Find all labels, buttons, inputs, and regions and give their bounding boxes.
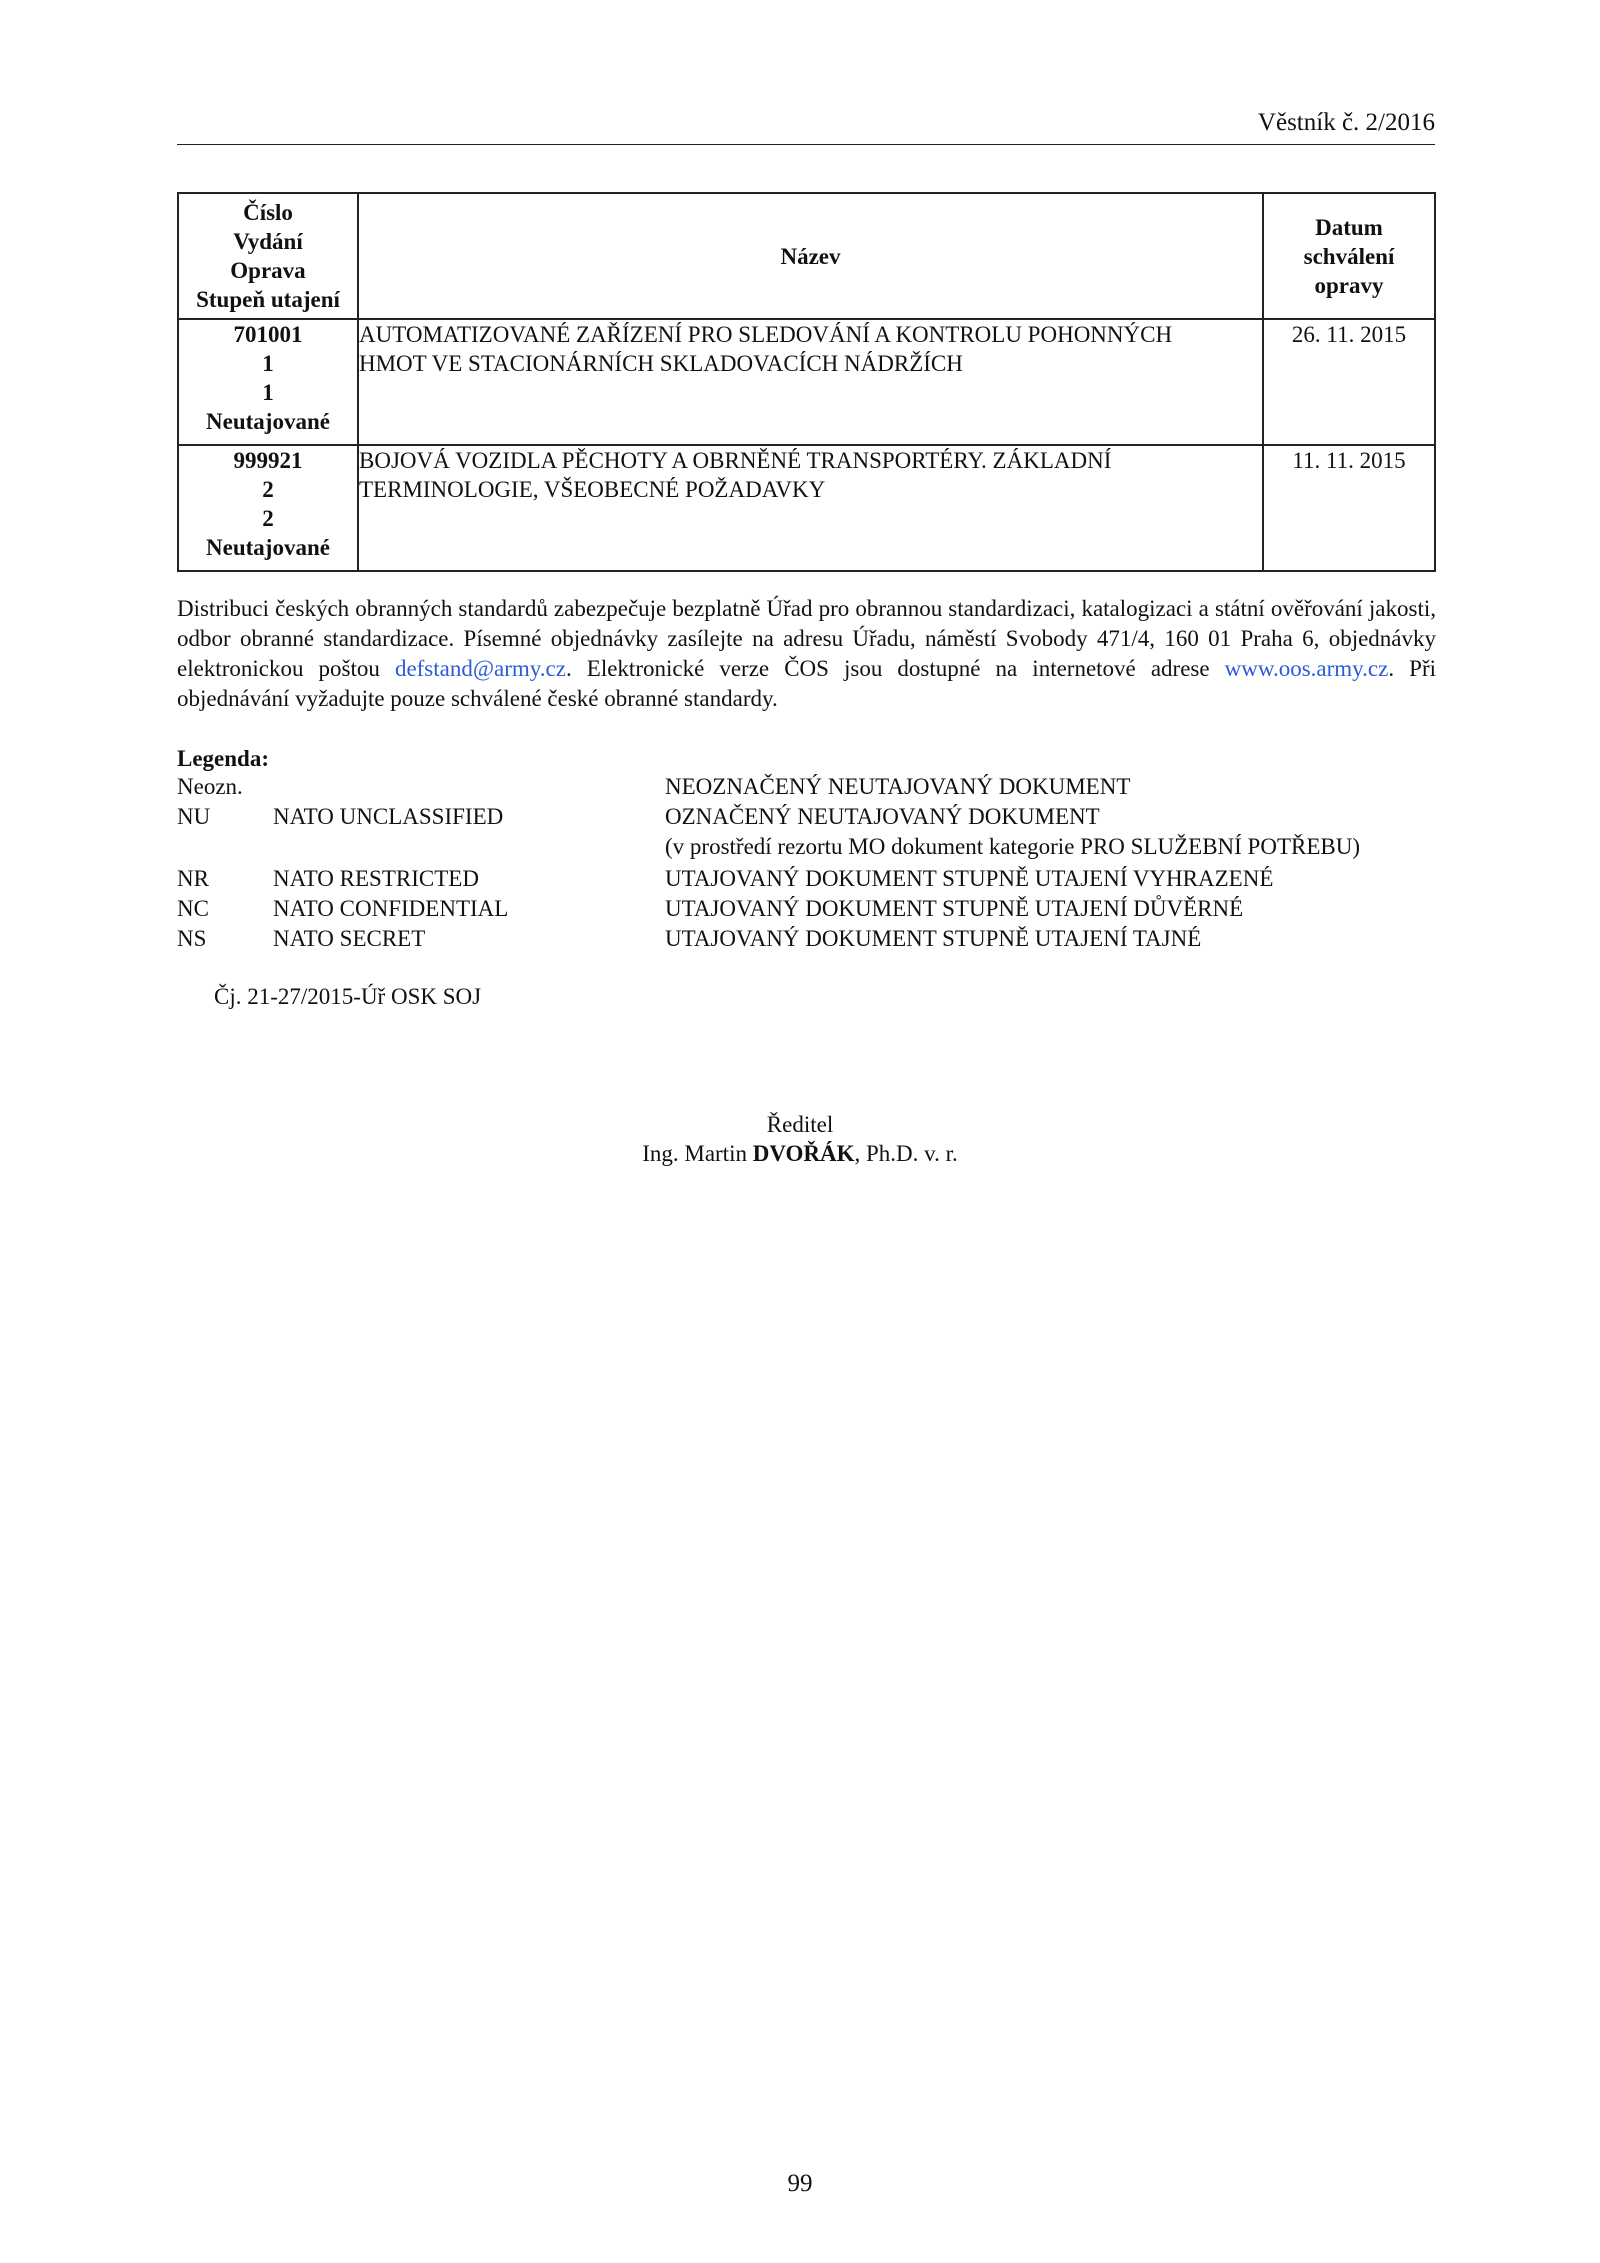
standard-classification: Neutajované (206, 535, 330, 560)
standard-edition: 2 (262, 477, 274, 502)
col-header-line: schválení (1303, 243, 1395, 269)
standard-classification: Neutajované (206, 409, 330, 434)
bulletin-title: Věstník č. 2/2016 (1257, 109, 1435, 136)
page-number: 99 (787, 2170, 813, 2197)
table-row (178, 445, 1435, 571)
legend-item (177, 802, 1436, 864)
signatory-name (500, 1139, 1100, 1169)
legend-code: Neozn. (177, 774, 243, 799)
legend-description: UTAJOVANÝ DOKUMENT STUPNĚ UTAJENÍ TAJNÉ (665, 926, 1202, 951)
legend-code: NC (177, 896, 209, 921)
legend-code: NR (177, 866, 209, 891)
legend-title: Legenda: (177, 746, 269, 771)
signatory-suffix: , Ph.D. v. r. (854, 1141, 958, 1166)
legend-code: NS (177, 926, 207, 951)
legend-description-block (665, 802, 1360, 862)
website-link[interactable]: www.oos.army.cz (1224, 656, 1389, 681)
col-header-line: Stupeň utajení (196, 287, 340, 312)
col-header-line: Vydání (233, 229, 303, 254)
standard-number: 701001 (233, 322, 303, 347)
paragraph-text: Distribuci českých obranných standardů zabezpečuje bezplatně Úřad pro obrannou standardizaci, katalogizaci a státní ověřování jakosti, odbor obranné standardizace. Písemné objednávky zasílejte na adresu Úřadu, náměstí Svobody 471/4, 160 01 Praha 6, objednávky elektronickou poštou (177, 596, 1436, 681)
standard-edition: 1 (262, 351, 274, 376)
standard-correction: 2 (262, 506, 274, 531)
legend-description: UTAJOVANÝ DOKUMENT STUPNĚ UTAJENÍ VYHRAZENÉ (665, 866, 1274, 891)
col-header-line: opravy (1314, 272, 1384, 298)
legend-name: NATO SECRET (273, 926, 426, 951)
standard-number: 999921 (233, 448, 303, 473)
standard-title-line: AUTOMATIZOVANÉ ZAŘÍZENÍ PRO SLEDOVÁNÍ A KONTROLU POHONNÝCH (359, 322, 1173, 347)
legend (177, 772, 1436, 954)
standards-table (177, 192, 1436, 572)
standard-title-cell (358, 319, 1263, 445)
distribution-paragraph (177, 594, 1436, 714)
legend-name: NATO UNCLASSIFIED (273, 804, 504, 829)
col-header-line: Datum (1315, 214, 1383, 240)
col-header-number (178, 193, 358, 319)
legend-item (177, 924, 1436, 954)
standard-title-line: BOJOVÁ VOZIDLA PĚCHOTY A OBRNĚNÉ TRANSPORTÉRY. ZÁKLADNÍ (359, 448, 1112, 473)
approval-date: 26. 11. 2015 (1263, 319, 1435, 445)
standard-title-line: HMOT VE STACIONÁRNÍCH SKLADOVACÍCH NÁDRŽÍCH (359, 351, 963, 376)
page-header (177, 108, 1435, 145)
table-header-row (178, 193, 1435, 319)
signatory-surname: DVOŘÁK (752, 1141, 855, 1166)
reference-number: Čj. 21-27/2015-Úř OSK SOJ (214, 984, 482, 1009)
standard-title-cell (358, 445, 1263, 571)
paragraph-text: . Při objednávání vyžadujte pouze schválené české obranné standardy. (177, 656, 1436, 711)
col-header-line: Oprava (230, 258, 306, 283)
legend-code: NU (177, 804, 211, 829)
legend-item (177, 772, 1436, 802)
standard-title-line: TERMINOLOGIE, VŠEOBECNÉ POŽADAVKY (359, 477, 826, 502)
legend-description: UTAJOVANÝ DOKUMENT STUPNĚ UTAJENÍ DŮVĚRNÉ (665, 896, 1244, 921)
standard-correction: 1 (262, 380, 274, 405)
standard-id-cell (178, 319, 358, 445)
legend-name: NATO RESTRICTED (273, 866, 479, 891)
legend-item (177, 864, 1436, 894)
table-row (178, 319, 1435, 445)
legend-description: OZNAČENÝ NEUTAJOVANÝ DOKUMENT (665, 804, 1100, 829)
standard-id-cell (178, 445, 358, 571)
paragraph-text: . Elektronické verze ČOS jsou dostupné na internetové adrese (565, 656, 1225, 681)
email-link[interactable]: defstand@army.cz (394, 656, 566, 681)
col-header-title: Název (358, 193, 1263, 319)
legend-description: NEOZNAČENÝ NEUTAJOVANÝ DOKUMENT (665, 774, 1131, 799)
col-header-line: Číslo (243, 200, 293, 225)
legend-name: NATO CONFIDENTIAL (273, 896, 509, 921)
legend-item (177, 894, 1436, 924)
col-header-date (1263, 193, 1435, 319)
approval-date: 11. 11. 2015 (1263, 445, 1435, 571)
signatory-first-name: Ing. Martin (642, 1141, 753, 1166)
legend-note: (v prostředí rezortu MO dokument kategorie PRO SLUŽEBNÍ POTŘEBU) (665, 834, 1361, 859)
signatory-role: Ředitel (766, 1112, 834, 1137)
